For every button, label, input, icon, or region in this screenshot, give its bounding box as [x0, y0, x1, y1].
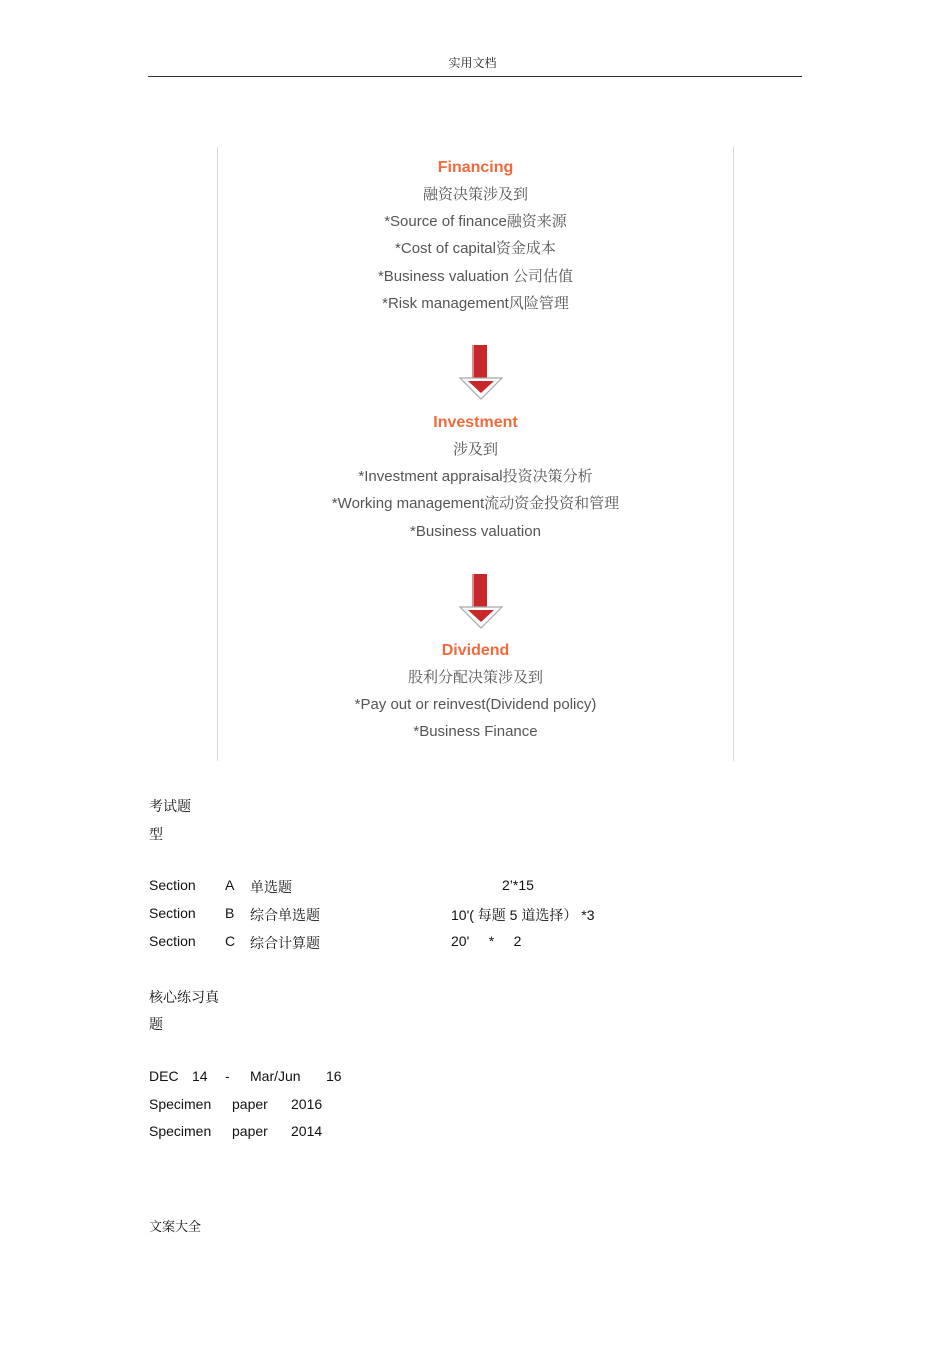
exam-row-type: 综合计算题	[250, 935, 320, 951]
exam-row-score: 10'( 每题 5 道选择） *3	[451, 907, 595, 923]
dividend-line: *Pay out or reinvest(Dividend policy)	[354, 696, 597, 714]
practice-cell: paper	[232, 1123, 268, 1139]
page-header-title: 实用文档	[448, 56, 497, 70]
dividend-block	[218, 637, 733, 746]
investment-line: *Business valuation	[410, 522, 541, 540]
exam-row-type: 综合单选题	[250, 907, 320, 923]
practice-cell: Mar/Jun	[250, 1068, 301, 1084]
practice-cell: Specimen	[149, 1123, 212, 1139]
exam-row-score: 2’*15	[502, 877, 534, 893]
dividend-title: Dividend	[441, 642, 510, 659]
practice-cell: paper	[232, 1096, 268, 1112]
financing-line: 融资决策涉及到	[422, 186, 528, 203]
financing-line: *Risk management风险管理	[382, 294, 569, 312]
investment-line: *Working management流动资金投资和管理	[331, 495, 620, 513]
investment-block	[218, 409, 733, 545]
down-arrow-icon	[458, 572, 504, 630]
financing-block	[218, 154, 733, 317]
header-rule	[148, 76, 802, 77]
investment-line: 涉及到	[452, 441, 498, 458]
finance-flow-diagram	[217, 147, 734, 761]
investment-line: *Investment appraisal投资决策分析	[358, 468, 593, 486]
dividend-line: 股利分配决策涉及到	[407, 669, 543, 686]
dividend-line: *Business Finance	[413, 723, 538, 741]
exam-row-section: Section	[149, 877, 196, 893]
practice-heading-cont: 题	[149, 1016, 163, 1032]
down-arrow-icon	[458, 343, 504, 401]
exam-heading: 考试题	[149, 798, 191, 814]
practice-cell: Specimen	[149, 1096, 212, 1112]
exam-row-type: 单选题	[250, 879, 292, 895]
exam-row-score: 20' * 2	[451, 933, 522, 949]
financing-line: *Business valuation 公司估值	[377, 267, 574, 285]
exam-row-letter: A	[225, 877, 235, 893]
practice-heading: 核心练习真	[149, 989, 219, 1005]
investment-title: Investment	[433, 414, 518, 431]
financing-line: *Source of finance融资来源	[384, 213, 567, 231]
financing-line: *Cost of capital资金成本	[395, 240, 556, 258]
page-footer: 文案大全	[149, 1219, 202, 1234]
exam-row-letter: C	[225, 933, 236, 949]
practice-cell: 2014	[291, 1123, 323, 1139]
practice-cell: -	[225, 1068, 230, 1084]
practice-cell: 16	[326, 1068, 342, 1084]
practice-cell: DEC	[149, 1068, 179, 1084]
exam-row-letter: B	[225, 905, 235, 921]
practice-cell: 2016	[291, 1096, 323, 1112]
financing-title: Financing	[437, 159, 514, 176]
exam-row-section: Section	[149, 933, 196, 949]
exam-heading-cont: 型	[149, 826, 163, 842]
exam-row-section: Section	[149, 905, 196, 921]
practice-cell: 14	[192, 1068, 208, 1084]
